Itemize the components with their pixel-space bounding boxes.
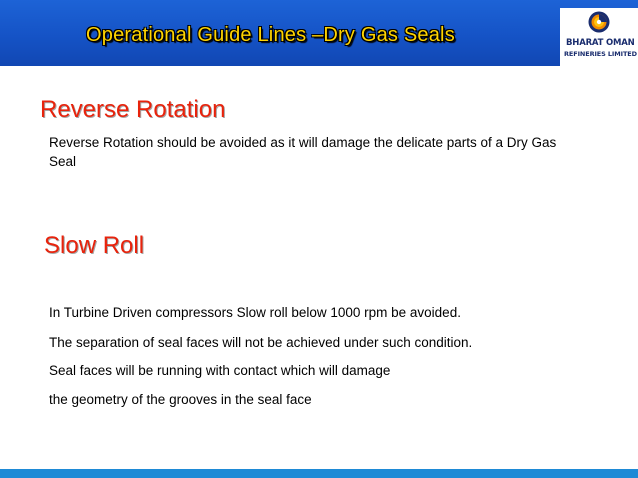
logo-text-line2: REFINERIES LIMITED bbox=[564, 50, 637, 58]
slide-header bbox=[0, 0, 638, 66]
slow-roll-line: Seal faces will be running with contact which will damage bbox=[49, 363, 391, 378]
reverse-rotation-heading: Reverse Rotation bbox=[40, 96, 226, 123]
slide-title: Operational Guide Lines –Dry Gas Seals bbox=[86, 24, 455, 46]
slow-roll-line: The separation of seal faces will not be achieved under such condition. bbox=[49, 335, 473, 350]
logo-text-line1: BHARAT OMAN bbox=[566, 38, 635, 48]
company-logo bbox=[560, 8, 638, 66]
reverse-rotation-text: Reverse Rotation should be avoided as it will damage the delicate parts of a Dry Gas Seal bbox=[49, 135, 557, 169]
slow-roll-line: the geometry of the grooves in the seal face bbox=[49, 392, 312, 407]
slow-roll-line: In Turbine Driven compressors Slow roll below 1000 rpm be avoided. bbox=[49, 305, 461, 320]
footer-bar bbox=[0, 469, 638, 478]
slow-roll-heading: Slow Roll bbox=[44, 232, 145, 259]
bharat-oman-logo-icon bbox=[588, 11, 610, 33]
